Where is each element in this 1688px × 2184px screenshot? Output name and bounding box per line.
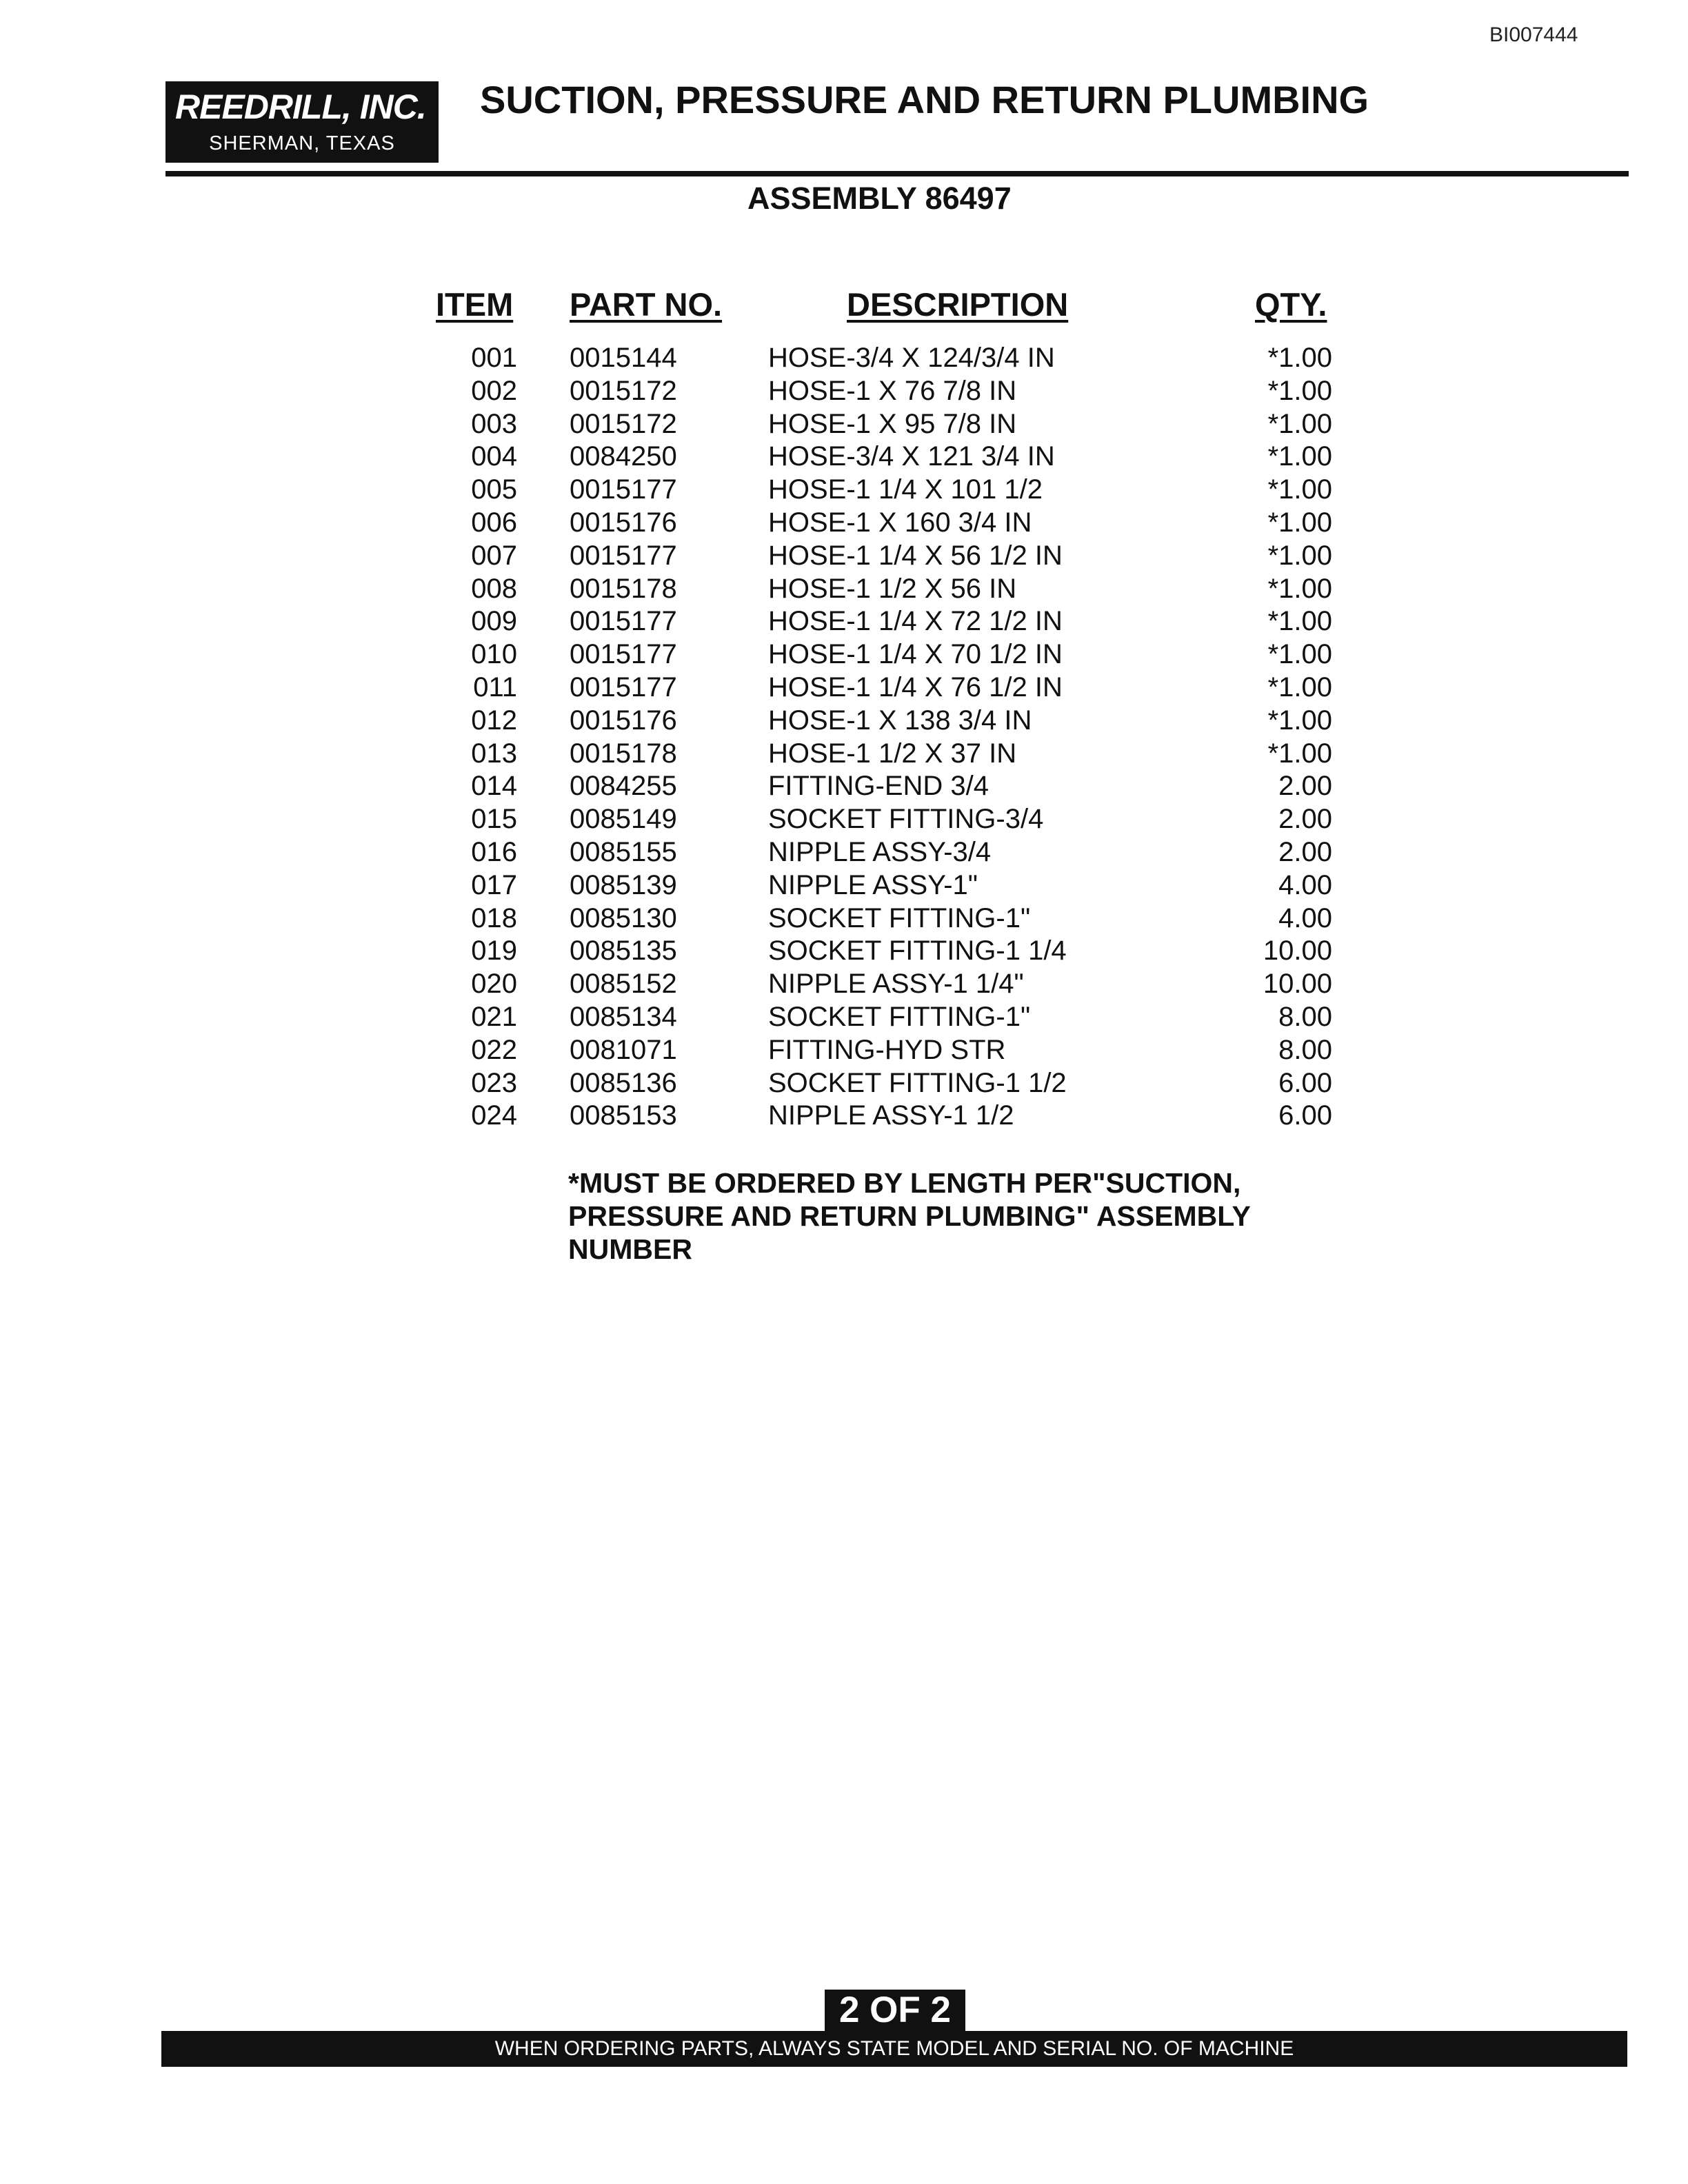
table-row	[0, 1100, 1688, 1133]
quantity-cell: 6.00	[1278, 1067, 1332, 1098]
table-row	[0, 1034, 1688, 1067]
part-number-cell: 0085153	[570, 1100, 677, 1131]
table-row	[0, 441, 1688, 474]
description-cell: HOSE-1 1/4 X 70 1/2 IN	[768, 639, 1063, 670]
footer-text: WHEN ORDERING PARTS, ALWAYS STATE MODEL AND SERIAL NO. OF MACHINE	[494, 2037, 1294, 2060]
item-cell: 023	[471, 1067, 517, 1098]
header-qty: QTY.	[1255, 286, 1327, 323]
part-number-cell: 0084255	[570, 771, 677, 802]
quantity-cell: 2.00	[1278, 836, 1332, 867]
description-cell: FITTING-END 3/4	[768, 771, 989, 802]
quantity-cell: 6.00	[1278, 1100, 1332, 1131]
item-cell: 009	[471, 606, 517, 637]
part-number-cell: 0015177	[570, 639, 677, 670]
description-cell: HOSE-1 X 95 7/8 IN	[768, 408, 1017, 439]
part-number-cell: 0085152	[570, 969, 677, 1000]
description-cell: FITTING-HYD STR	[768, 1034, 1006, 1065]
table-row	[0, 770, 1688, 803]
part-number-cell: 0015178	[570, 573, 677, 604]
header-description: DESCRIPTION	[847, 286, 1069, 323]
description-cell: HOSE-3/4 X 124/3/4 IN	[768, 343, 1055, 373]
company-location: SHERMAN, TEXAS	[209, 132, 395, 154]
table-row	[0, 968, 1688, 1001]
header-part-no: PART NO.	[570, 286, 723, 323]
table-row	[0, 573, 1688, 606]
description-cell: NIPPLE ASSY-1"	[768, 869, 978, 900]
quantity-cell: 2.00	[1278, 771, 1332, 802]
footer-bar	[161, 2031, 1627, 2067]
description-cell: SOCKET FITTING-1 1/4	[768, 936, 1067, 967]
item-cell: 003	[471, 408, 517, 439]
quantity-cell: *1.00	[1267, 408, 1332, 439]
part-number-cell: 0015176	[570, 705, 677, 736]
assembly-number: ASSEMBLY 86497	[747, 181, 1012, 216]
table-row	[0, 671, 1688, 705]
table-row	[0, 1001, 1688, 1034]
company-logo	[165, 81, 439, 163]
item-cell: 015	[471, 804, 517, 835]
table-row	[0, 803, 1688, 836]
ordering-note: *MUST BE ORDERED BY LENGTH PER"SUCTION, PRESSURE AND RETURN PLUMBING" ASSEMBLY NUMBER	[568, 1167, 1251, 1265]
parts-table	[0, 342, 1688, 1133]
item-cell: 011	[473, 671, 517, 702]
description-cell: HOSE-1 1/4 X 56 1/2 IN	[768, 540, 1063, 571]
item-cell: 002	[471, 375, 517, 406]
part-number-cell: 0085135	[570, 936, 677, 967]
page-indicator: 2 OF 2	[825, 1990, 965, 2031]
part-number-cell: 0015176	[570, 507, 677, 538]
description-cell: NIPPLE ASSY-3/4	[768, 836, 992, 867]
part-number-cell: 0015177	[570, 540, 677, 571]
item-cell: 018	[471, 902, 517, 933]
quantity-cell: *1.00	[1267, 540, 1332, 571]
part-number-cell: 0015144	[570, 343, 677, 373]
table-row	[0, 935, 1688, 968]
description-cell: HOSE-1 X 138 3/4 IN	[768, 705, 1032, 736]
header-rule	[165, 171, 1629, 176]
part-number-cell: 0015178	[570, 738, 677, 769]
description-cell: NIPPLE ASSY-1 1/2	[768, 1100, 1014, 1131]
part-number-cell: 0015172	[570, 408, 677, 439]
item-cell: 019	[471, 936, 517, 967]
quantity-cell: *1.00	[1267, 343, 1332, 373]
part-number-cell: 0085136	[570, 1067, 677, 1098]
table-row	[0, 605, 1688, 638]
item-cell: 004	[471, 441, 517, 472]
description-cell: HOSE-1 1/4 X 72 1/2 IN	[768, 606, 1063, 637]
part-number-cell: 0015177	[570, 606, 677, 637]
item-cell: 021	[471, 1001, 517, 1032]
table-row	[0, 705, 1688, 738]
quantity-cell: 10.00	[1263, 936, 1332, 967]
item-cell: 013	[471, 738, 517, 769]
item-cell: 016	[471, 836, 517, 867]
description-cell: HOSE-1 1/4 X 101 1/2	[768, 474, 1043, 505]
quantity-cell: *1.00	[1267, 705, 1332, 736]
item-cell: 008	[471, 573, 517, 604]
description-cell: SOCKET FITTING-1"	[768, 902, 1031, 933]
quantity-cell: 2.00	[1278, 804, 1332, 835]
description-cell: NIPPLE ASSY-1 1/4"	[768, 969, 1024, 1000]
header-item: ITEM	[436, 286, 514, 323]
description-cell: SOCKET FITTING-3/4	[768, 804, 1044, 835]
part-number-cell: 0015177	[570, 474, 677, 505]
table-row	[0, 474, 1688, 507]
table-row	[0, 342, 1688, 375]
table-row	[0, 638, 1688, 671]
table-row	[0, 375, 1688, 408]
item-cell: 010	[471, 639, 517, 670]
quantity-cell: 8.00	[1278, 1034, 1332, 1065]
item-cell: 007	[471, 540, 517, 571]
part-number-cell: 0084250	[570, 441, 677, 472]
description-cell: HOSE-3/4 X 121 3/4 IN	[768, 441, 1055, 472]
quantity-cell: *1.00	[1267, 441, 1332, 472]
part-number-cell: 0085139	[570, 869, 677, 900]
part-number-cell: 0085155	[570, 836, 677, 867]
table-row	[0, 902, 1688, 936]
item-cell: 012	[471, 705, 517, 736]
quantity-cell: *1.00	[1267, 474, 1332, 505]
item-cell: 020	[471, 969, 517, 1000]
quantity-cell: *1.00	[1267, 606, 1332, 637]
quantity-cell: *1.00	[1267, 573, 1332, 604]
item-cell: 001	[471, 343, 517, 373]
quantity-cell: *1.00	[1267, 639, 1332, 670]
quantity-cell: *1.00	[1267, 507, 1332, 538]
item-cell: 006	[471, 507, 517, 538]
description-cell: HOSE-1 1/2 X 37 IN	[768, 738, 1017, 769]
item-cell: 024	[471, 1100, 517, 1131]
table-row	[0, 507, 1688, 540]
part-number-cell: 0015177	[570, 671, 677, 702]
item-cell: 022	[471, 1034, 517, 1065]
part-number-cell: 0085130	[570, 902, 677, 933]
quantity-cell: 4.00	[1278, 869, 1332, 900]
quantity-cell: *1.00	[1267, 375, 1332, 406]
description-cell: HOSE-1 X 76 7/8 IN	[768, 375, 1017, 406]
quantity-cell: 10.00	[1263, 969, 1332, 1000]
table-row	[0, 540, 1688, 573]
table-row	[0, 738, 1688, 771]
quantity-cell: 4.00	[1278, 902, 1332, 933]
company-name: REEDRILL, INC.	[175, 88, 426, 126]
item-cell: 014	[471, 771, 517, 802]
table-row	[0, 836, 1688, 869]
page-title: SUCTION, PRESSURE AND RETURN PLUMBING	[480, 78, 1369, 121]
document-id: BI007444	[1489, 23, 1578, 46]
quantity-cell: *1.00	[1267, 671, 1332, 702]
quantity-cell: *1.00	[1267, 738, 1332, 769]
description-cell: SOCKET FITTING-1 1/2	[768, 1067, 1067, 1098]
table-row	[0, 869, 1688, 902]
part-number-cell: 0085149	[570, 804, 677, 835]
part-number-cell: 0081071	[570, 1034, 677, 1065]
part-number-cell: 0015172	[570, 375, 677, 406]
item-cell: 005	[471, 474, 517, 505]
description-cell: HOSE-1 1/2 X 56 IN	[768, 573, 1017, 604]
description-cell: SOCKET FITTING-1"	[768, 1001, 1031, 1032]
table-row	[0, 1067, 1688, 1100]
item-cell: 017	[471, 869, 517, 900]
table-row	[0, 408, 1688, 441]
description-cell: HOSE-1 X 160 3/4 IN	[768, 507, 1032, 538]
part-number-cell: 0085134	[570, 1001, 677, 1032]
quantity-cell: 8.00	[1278, 1001, 1332, 1032]
description-cell: HOSE-1 1/4 X 76 1/2 IN	[768, 671, 1063, 702]
